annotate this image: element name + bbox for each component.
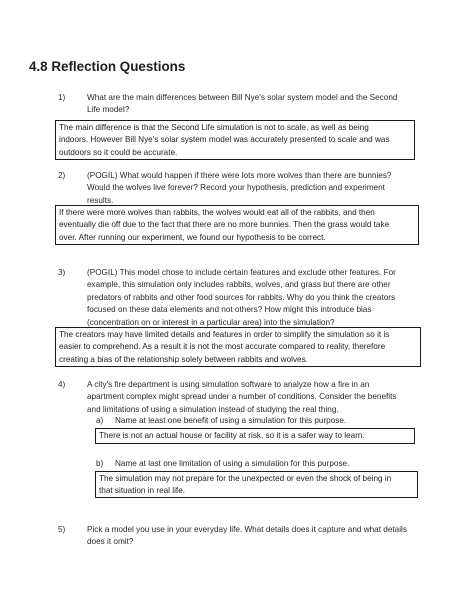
question-4-line-2: apartment complex might spread under a number of conditions. Consider the benefits <box>87 392 397 402</box>
answer-1-line-3: outdoors so it could be accurate. <box>59 147 178 157</box>
question-3-text <box>87 267 396 329</box>
question-2-line-3: results. <box>87 195 114 205</box>
subquestion-4a-text <box>115 415 346 427</box>
question-3-line-3: predators of rabbits and other food sources for rabbits. Why do you think the creators <box>87 292 396 302</box>
answer-3-line-1: The creators may have limited details and features in order to simplify the simulation so it is <box>59 330 390 339</box>
answer-4a-line-1: There is not an actual house or facility at risk, so it is a safer way to learn. <box>99 431 365 440</box>
question-5-text <box>87 524 407 549</box>
answer-4b-line-1: The simulation may not prepare for the unexpected or even the shock of being in <box>99 474 392 483</box>
question-4-line-3: and limitations of using a simulation instead of studying the real thing. <box>87 404 339 414</box>
subquestion-4b-text <box>115 458 349 470</box>
page-title: 4.8 Reflection Questions <box>29 59 186 74</box>
question-2-answer-box <box>55 205 419 245</box>
question-3-line-2: example, this simulation only includes rabbits, wolves, and grass but there are other <box>87 280 391 290</box>
question-1-text <box>87 92 397 117</box>
subquestion-4b-letter: b) <box>96 459 104 468</box>
subquestion-4b-answer-box <box>95 471 418 498</box>
answer-3-line-2: easier to comprehend. As a result it is not the most accurate compared to reality, therefore <box>59 342 386 352</box>
question-4-line-1: A city's fire department is using simulation software to analyze how a fire in an <box>87 380 370 389</box>
question-4-text <box>87 379 396 416</box>
question-4-number: 4) <box>58 380 66 389</box>
question-2-line-1: (POGIL) What would happen if there were lots more wolves than there are bunnies? <box>87 171 392 180</box>
question-2-number: 2) <box>58 171 66 180</box>
question-3-line-5: (concentration on or interest in a particular area) into the simulation? <box>87 317 335 327</box>
question-1-line-1: What are the main differences between Bill Nye's solar system model and the Second <box>87 93 398 102</box>
answer-1-line-1: The main difference is that the Second Life simulation is not to scale, as well as being <box>59 123 369 132</box>
question-1-number: 1) <box>58 93 66 102</box>
question-2-text <box>87 170 391 207</box>
question-3-number: 3) <box>58 268 66 277</box>
question-5-line-2: does it omit? <box>87 537 134 547</box>
question-3-answer-box <box>55 327 421 367</box>
answer-3-line-3: creating a bias of the relationship solely between rabbits and wolves. <box>59 354 308 364</box>
answer-2-line-2: eventually die off due to the fact that there are no more bunnies. Then the grass would take <box>59 220 390 230</box>
subquestion-4a-letter: a) <box>96 416 104 425</box>
subquestion-4a-answer-box <box>95 428 415 444</box>
question-3-line-1: (POGIL) This model chose to include certain features and exclude other features. For <box>87 268 396 277</box>
answer-2-line-3: over. After running our experiment, we found our hypothesis to be correct. <box>59 232 326 242</box>
subquestion-4a-line: Name at least one benefit of using a simulation for this purpose. <box>115 416 347 425</box>
answer-1-line-2: indoors. However Bill Nye's solar system model was accurately presented to scale and was <box>59 135 390 145</box>
question-3-line-4: focused on these data elements and not others? How might this introduce bias <box>87 305 372 315</box>
answer-4b-line-2: that situation in real life. <box>99 486 186 496</box>
question-5-number: 5) <box>58 525 66 534</box>
question-2-line-2: Would the wolves live forever? Record your hypothesis, prediction and experiment <box>87 183 385 193</box>
question-1-line-2: Life model? <box>87 105 130 115</box>
question-1-answer-box <box>55 120 415 160</box>
answer-2-line-1: If there were more wolves than rabbits, the wolves would eat all of the rabbits, and then <box>59 208 375 217</box>
subquestion-4b-line: Name at last one limitation of using a simulation for this purpose. <box>115 459 350 468</box>
question-5-line-1: Pick a model you use in your everyday life. What details does it capture and what details <box>87 525 407 534</box>
